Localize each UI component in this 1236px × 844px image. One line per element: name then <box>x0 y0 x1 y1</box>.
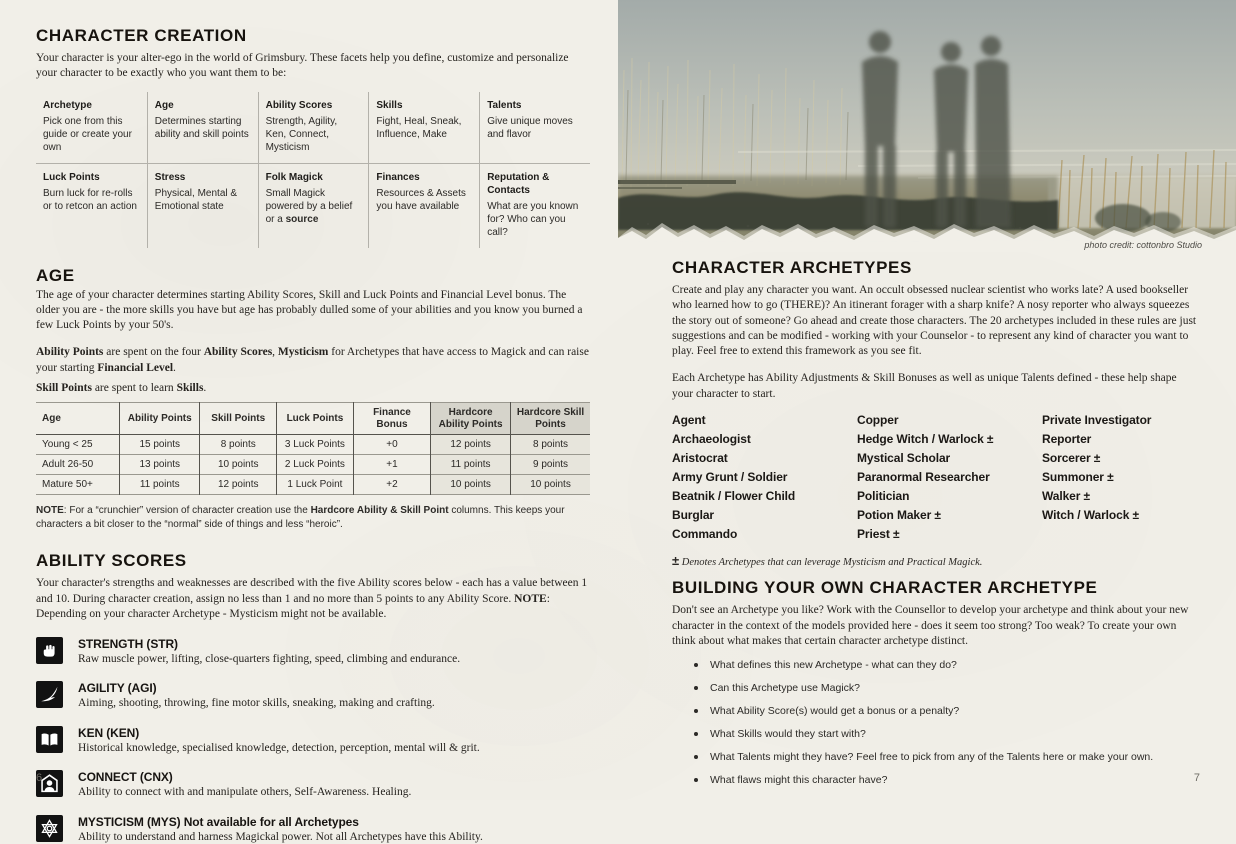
age-table <box>36 402 590 495</box>
right-page-content <box>672 258 1200 797</box>
age-paragraph-2: Ability Points are spent on the four Ability Scores, Mysticism for Archetypes that have access to Magick and can raise your starting Financial Level. <box>36 346 589 374</box>
question-item: Can this Archetype use Magick? <box>694 682 1200 694</box>
section-title-character-archetypes: CHARACTER ARCHETYPES <box>672 258 912 277</box>
archetype-item: Army Grunt / Soldier <box>672 469 788 484</box>
wing-icon <box>36 681 63 708</box>
facet-skills: Skills Fight, Heal, Sneak, Influence, Make <box>368 92 479 163</box>
archetype-item: Priest ± <box>857 526 900 541</box>
facet-archetype: Archetype Pick one from this guide or create your own <box>43 99 132 153</box>
building-questions-list <box>672 659 1200 786</box>
facets-table <box>36 92 590 248</box>
ability-strength: STRENGTH (STR) Raw muscle power, lifting, close-quarters fighting, speed, climbing and endurance. <box>36 637 590 666</box>
archetype-item: Mystical Scholar <box>857 450 951 465</box>
archetype-item: Hedge Witch / Warlock ± <box>857 431 994 446</box>
archetypes-paragraph-2: Each Archetype has Ability Adjustments & Skill Bonuses as well as unique Talents defined - these help shape your character to start. <box>672 372 1177 400</box>
page-left <box>0 0 618 843</box>
archetype-item: Commando <box>672 526 738 541</box>
archetype-item: Archaeologist <box>672 431 751 446</box>
ability-mysticism: MYSTICISM (MYS) Not available for all Archetypes Ability to understand and harness Magickal power. Not all Archetypes have this Ability. <box>36 815 590 844</box>
archetype-column-2 <box>857 414 1042 547</box>
question-item: What flaws might this character have? <box>694 774 1200 786</box>
photo-credit: photo credit: cottonbro Studio <box>1084 240 1202 250</box>
question-item: What Talents might they have? Feel free to pick from any of the Talents here or make your own. <box>694 751 1200 763</box>
archetype-item: Potion Maker ± <box>857 507 941 522</box>
ability-connect: CONNECT (CNX) Ability to connect with and manipulate others, Self-Awareness. Healing. <box>36 770 590 799</box>
mystic-star-icon <box>36 815 63 842</box>
archetype-column-3 <box>1042 414 1200 547</box>
archetype-item: Paranormal Researcher <box>857 469 990 484</box>
archetype-item: Politician <box>857 488 910 503</box>
facet-stress: Stress Physical, Mental & Emotional state <box>147 163 258 248</box>
archetype-item: Walker ± <box>1042 488 1091 503</box>
page-number-left: 6 <box>36 772 43 784</box>
section-title-character-creation: CHARACTER CREATION <box>36 26 247 45</box>
facet-age: Age Determines starting ability and skill points <box>147 92 258 163</box>
archetype-item: Aristocrat <box>672 450 728 465</box>
archetypes-paragraph-1: Create and play any character you want. An occult obsessed nuclear scientist who works late? A used bookseller who learned how to go (THERE)? An itinerant forager with a sharp knife? A nosy reporter who always squeezes the story out of someone? Go ahead and create those characters. The 20 archetypes included in these rules are just suggestions and can be modified - working with your Counselor - to represent any kind of character you want to play. Feel free to extend this framework as you see fit. <box>672 284 1197 358</box>
section-title-building-archetype: BUILDING YOUR OWN CHARACTER ARCHETYPE <box>672 578 1098 598</box>
archetype-item: Sorcerer ± <box>1042 450 1101 465</box>
facet-talents: Talents Give unique moves and flavor <box>479 92 590 163</box>
abilities-list <box>36 637 590 844</box>
age-paragraph-1: The age of your character determines starting Ability Scores, Skill and Luck Points and Financial Level bonus. The older you are - the more skills you have but age has probably dulled some of your abilities and you know you burned a few Luck Points by your 50's. <box>36 288 583 332</box>
section-title-age: AGE <box>36 265 75 285</box>
ability-ken: KEN (KEN) Historical knowledge, specialised knowledge, detection, perception, mental will & grit. <box>36 726 590 755</box>
facet-reputation-contacts: Reputation & Contacts What are you known for? Who can you call? <box>479 163 590 248</box>
archetype-list <box>672 414 1200 547</box>
archetype-item: Beatnik / Flower Child <box>672 488 796 503</box>
page-right <box>618 0 1236 800</box>
archetype-item: Summoner ± <box>1042 469 1114 484</box>
facet-folk-magick: Folk Magick Small Magick powered by a belief or a source <box>258 163 369 248</box>
mysticism-note: ± Denotes Archetypes that can leverage Mysticism and Practical Magick. <box>672 552 983 568</box>
ability-agility: AGILITY (AGI) Aiming, shooting, throwing, fine motor skills, sneaking, making and crafting. <box>36 681 590 710</box>
ability-scores-intro: Your character's strengths and weaknesses are described with the five Ability scores below - each has a value between 1 and 10. During character creation, assign no less than 1 and no more than 5 points to any Ability Score. NOTE: Depending on your character Archetype - Mysticism might not be available. <box>36 577 588 620</box>
section-title-ability-scores: ABILITY SCORES <box>36 551 187 571</box>
character-creation-intro: Your character is your alter-ego in the world of Grimsbury. These facets help you define, customize and personalize your character to be exactly who you want them to be: <box>36 52 569 80</box>
open-book-icon <box>36 726 63 753</box>
archetype-item: Agent <box>672 412 706 427</box>
page-number-right: 7 <box>1193 772 1200 784</box>
archetype-item: Copper <box>857 412 899 427</box>
question-item: What defines this new Archetype - what can they do? <box>694 659 1200 671</box>
question-item: What Ability Score(s) would get a bonus or a penalty? <box>694 705 1200 717</box>
archetype-item: Reporter <box>1042 431 1092 446</box>
age-table-row-young: Young < 25 15 points 8 points 3 Luck Points +0 12 points 8 points <box>36 435 590 455</box>
building-paragraph: Don't see an Archetype you like? Work with the Counsellor to develop your archetype and think about your new character in the context of the models provided here - does it seem too strong? Too weak? To create your own think about what makes that certain character archetype distinct. <box>672 604 1189 648</box>
archetype-item: Witch / Warlock ± <box>1042 507 1140 522</box>
age-table-row-mature: Mature 50+ 11 points 12 points 1 Luck Point +2 10 points 10 points <box>36 475 590 495</box>
archetype-item: Burglar <box>672 507 714 522</box>
archetype-item: Private Investigator <box>1042 412 1152 427</box>
age-table-note: NOTE: For a “crunchier” version of character creation use the Hardcore Ability & Skill Point columns. This keeps your characters a bit closer to the “normal” side of things and less “heroic”. <box>36 505 565 530</box>
facet-ability-scores: Ability Scores Strength, Agility, Ken, Connect, Mysticism <box>258 92 369 163</box>
age-table-header-row: Age Ability Points Skill Points Luck Points Finance Bonus Hardcore Ability Points Hardcore Skill Points <box>36 403 590 435</box>
archetype-column-1 <box>672 414 857 547</box>
photo-three-figures <box>618 0 1236 252</box>
fist-icon <box>36 637 63 664</box>
age-table-row-adult: Adult 26-50 13 points 10 points 2 Luck Points +1 11 points 9 points <box>36 455 590 475</box>
plus-minus-symbol: ± <box>672 552 680 568</box>
age-paragraph-3: Skill Points are spent to learn Skills. <box>36 381 207 394</box>
question-item: What Skills would they start with? <box>694 728 1200 740</box>
facet-luck-points: Luck Points Burn luck for re-rolls or to retcon an action <box>36 163 147 248</box>
facet-finances: Finances Resources & Assets you have available <box>368 163 479 248</box>
